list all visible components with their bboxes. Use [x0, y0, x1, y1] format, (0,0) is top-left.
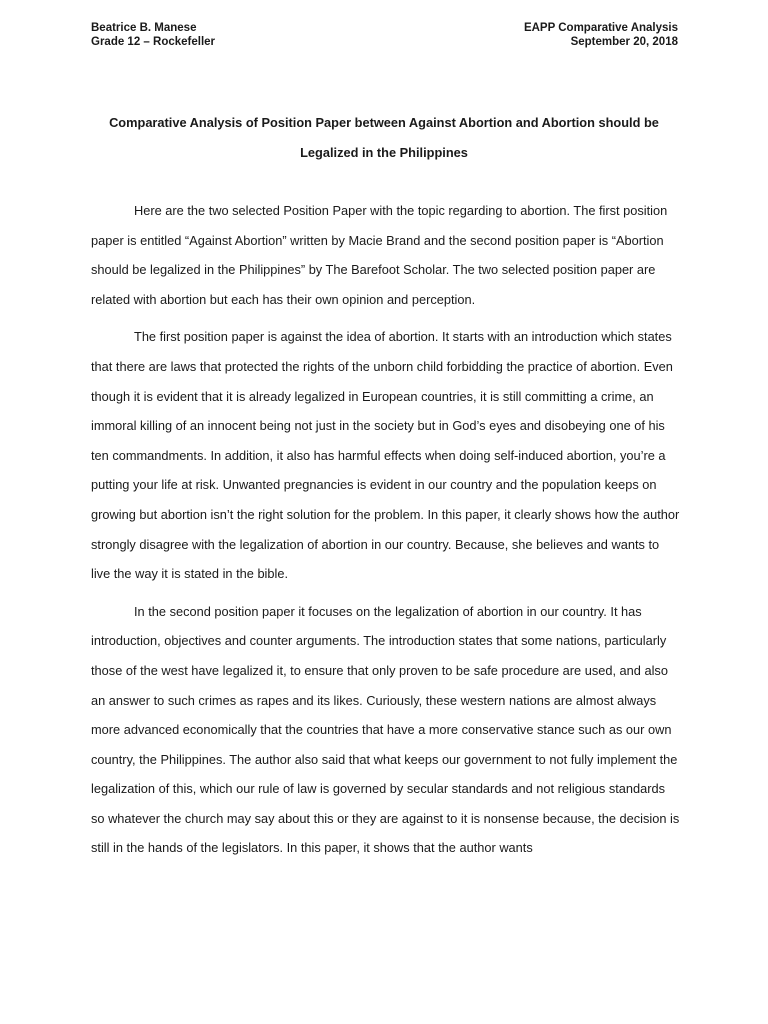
header-right	[524, 21, 678, 49]
document-title	[60, 108, 708, 167]
author-name: Beatrice B. Manese	[91, 22, 197, 34]
course-title: EAPP Comparative Analysis	[523, 22, 678, 34]
page-header	[91, 21, 678, 49]
document-date: September 20, 2018	[570, 36, 678, 48]
header-left	[91, 21, 215, 49]
document-body	[91, 196, 680, 871]
title-line-1: Comparative Analysis of Position Paper between Against Abortion and Abortion should be	[109, 115, 659, 130]
title-line-2: Legalized in the Philippines	[300, 144, 468, 160]
grade-section: Grade 12 – Rockefeller	[91, 36, 216, 48]
paragraph-3: In the second position paper it focuses on the legalization of abortion in our country. It has introduction, objectives and counter arguments. The introduction states that some nations, particularly those of the west have legalized it, to ensure that only proven to be safe procedure are used, and also an answer to such crimes as rapes and its likes. Curiously, these western nations are almost always more advanced economically that the countries that have a more conservative stance such as our own country, the Philippines. The author also said that what keeps our government to not fully implement the legalization of this, which our rule of law is governed by secular standards and not religious standards so whatever the church may say about this or they are against to it is nonsense because, the decision is still in the hands of the legislators. In this paper, it shows that the author wants	[91, 603, 680, 856]
paragraph-1: Here are the two selected Position Paper with the topic regarding to abortion. The first position paper is entitled “Against Abortion” written by Macie Brand and the second position paper is “Abortion should be legalized in the Philippines” by The Barefoot Scholar. The two selected position paper are related with abortion but each has their own opinion and perception.	[91, 203, 668, 307]
paragraph-2: The first position paper is against the idea of abortion. It starts with an introduction which states that there are laws that protected the rights of the unborn child forbidding the practice of abortion. Even though it is evident that it is already legalized in European countries, it is still committing a crime, an immoral killing of an innocent being not just in the society but in God’s eyes and disobeying one of his ten commandments. In addition, it also has harmful effects when doing self-induced abortion, you’re a putting your life at risk. Unwanted pregnancies is evident in our country and the population keeps on growing but abortion isn’t the right solution for the problem. In this paper, it clearly shows how the author strongly disagree with the legalization of abortion in our country. Because, she believes and wants to live the way it is stated in the bible.	[91, 329, 680, 582]
